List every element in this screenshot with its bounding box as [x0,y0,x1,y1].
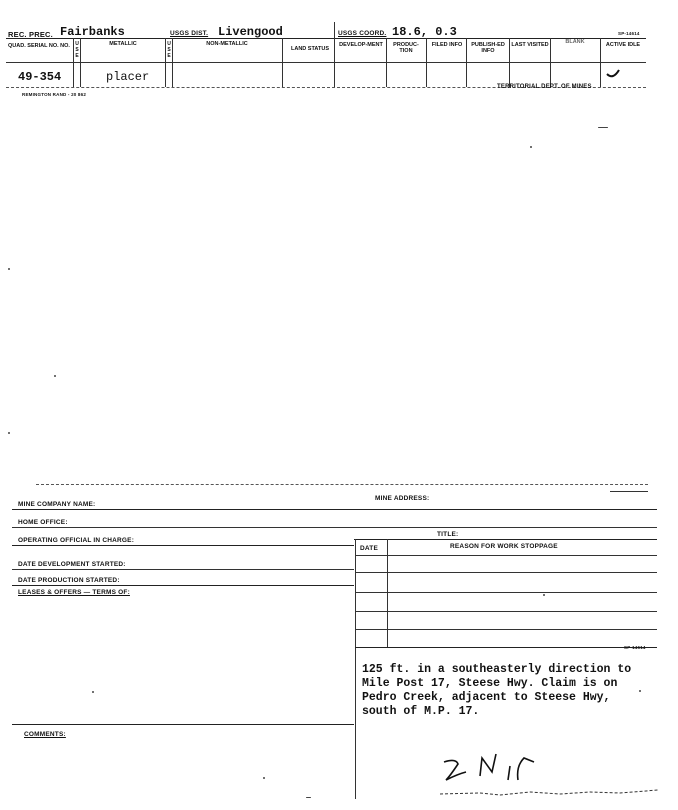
stoppage-row [355,611,657,612]
rule-company [12,509,657,510]
rule-stoppage-top [354,539,657,540]
col-divider [509,38,510,87]
note-line-1: 125 ft. in a southeasterly direction to [362,663,632,676]
speck [543,594,545,596]
col-divider [426,38,427,87]
title-label: TITLE: [437,531,459,538]
mine-address-label: MINE ADDRESS: [375,495,430,502]
col-published-info: PUBLISH-ED INFO [471,42,505,54]
col-use-2: U S E [167,41,171,59]
rule-production [12,585,354,586]
speck [530,146,532,148]
speck [8,268,10,270]
col-divider [282,38,283,87]
col-divider [80,38,81,87]
check-mark-icon [603,62,623,82]
date-production-label: DATE PRODUCTION STARTED: [18,577,120,584]
comments-label: COMMENTS: [24,731,66,738]
card-top-dashed [36,484,648,485]
col-quad-serial: QUAD. SERIAL NO. NO. [8,43,70,49]
col-divider [600,38,601,87]
col-development: DEVELOP-MENT [339,42,383,48]
col-last-visited: LAST VISITED [511,42,549,48]
col-divider [334,22,335,87]
corner-stroke [610,491,648,492]
col-divider [386,38,387,87]
rule-official [12,545,354,546]
operating-official-label: OPERATING OFFICIAL IN CHARGE: [18,537,135,544]
usgs-coord-label: USGS COORD. [338,30,387,37]
col-active-idle: ACTIVE IDLE [605,42,641,48]
rec-prec-label: REC. PREC. [8,30,53,39]
date-col-header: DATE [360,545,379,552]
department: TERRITORIAL DEPT. OF MINES [497,84,592,90]
col-metallic: METALLIC [109,41,137,47]
stoppage-row [355,555,657,556]
col-blank: BLANK [565,39,585,45]
col-divider [172,38,173,87]
handwritten-mark-icon [436,748,546,788]
col-divider [550,38,551,87]
stoppage-row [355,572,657,573]
col-filed-info: FILED INFO [431,42,463,48]
speck [54,375,56,377]
rule-development [12,569,354,570]
usgs-dist-label: USGS DIST. [170,30,209,37]
col-land-status: LAND STATUS [291,46,329,52]
note-line-4: south of M.P. 17. [362,705,480,718]
rule-home-office [12,527,657,528]
note-line-3: Pedro Creek, adjacent to Steese Hwy, [362,691,611,704]
usgs-dist-value: Livengood [218,25,283,39]
col-divider [466,38,467,87]
col-use-1: U S E [75,41,79,59]
rule-comments [12,724,354,725]
stoppage-row [355,629,657,630]
speck [306,797,311,798]
rec-prec-value: Fairbanks [60,25,125,39]
date-development-label: DATE DEVELOPMENT STARTED: [18,561,126,568]
reason-col-header: REASON FOR WORK STOPPAGE [450,543,558,550]
stoppage-row [355,592,657,593]
speck [8,432,10,434]
speck [92,691,94,693]
leases-label: LEASES & OFFERS — TERMS OF: [18,589,130,596]
speck [639,690,641,692]
scribble-line [440,784,660,798]
col-production: PRODUC-TION [393,42,419,54]
metallic-value: placer [106,70,150,84]
mine-company-name-label: MINE COMPANY NAME: [18,501,96,508]
stoppage-bottom [355,647,657,648]
home-office-label: HOME OFFICE: [18,519,68,526]
speck [263,777,265,779]
serial-value: 49-354 [18,70,62,84]
stoppage-left-edge [355,539,356,799]
col-non-metallic: NON-METALLIC [206,41,248,47]
form-number-2: SP-14614 [624,645,646,650]
card-maker: REMINGTON RAND - 20 862 [22,92,87,97]
speck [598,127,608,128]
usgs-coord-value: 18.6, 0.3 [392,25,457,39]
note-line-2: Mile Post 17, Steese Hwy. Claim is on [362,677,618,690]
form-number: SP-14614 [618,31,640,36]
